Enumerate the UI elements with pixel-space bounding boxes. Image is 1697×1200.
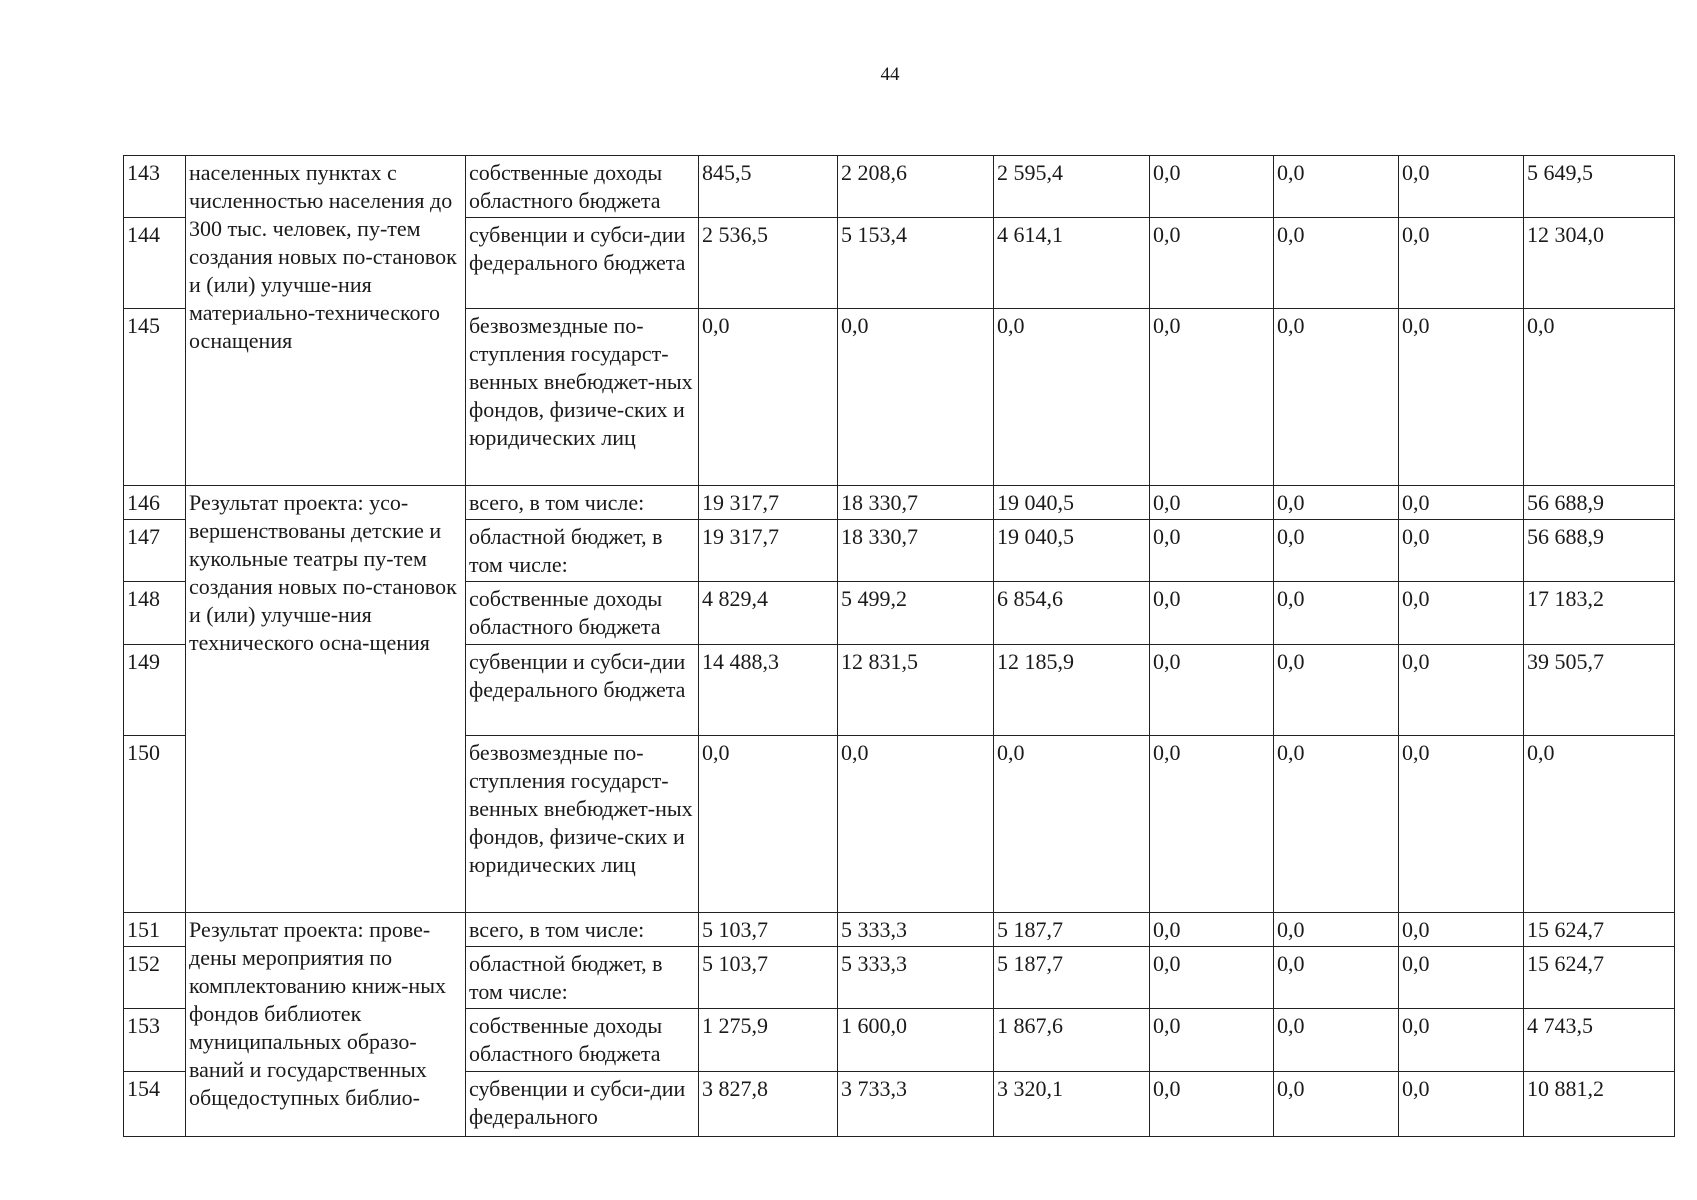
value-year-6: 0,0 <box>1399 309 1524 486</box>
value-year-4: 0,0 <box>1150 582 1274 645</box>
value-year-4: 0,0 <box>1150 1072 1274 1137</box>
value-year-4: 0,0 <box>1150 520 1274 582</box>
table-row <box>124 913 1675 947</box>
value-year-4: 0,0 <box>1150 736 1274 913</box>
value-year-5: 0,0 <box>1274 913 1399 947</box>
value-year-2: 12 831,5 <box>838 645 994 736</box>
value-year-1: 14 488,3 <box>699 645 838 736</box>
funding-source: собственные доходы областного бюджета <box>466 1009 699 1072</box>
value-year-5: 0,0 <box>1274 218 1399 309</box>
value-year-5: 0,0 <box>1274 736 1399 913</box>
value-year-1: 19 317,7 <box>699 486 838 520</box>
funding-source: субвенции и субси-дии федерального <box>466 1072 699 1137</box>
value-year-5: 0,0 <box>1274 520 1399 582</box>
value-year-2: 2 208,6 <box>838 156 994 218</box>
value-year-2: 5 499,2 <box>838 582 994 645</box>
value-year-4: 0,0 <box>1150 913 1274 947</box>
funding-source: всего, в том числе: <box>466 913 699 947</box>
value-year-3: 1 867,6 <box>994 1009 1150 1072</box>
funding-source: всего, в том числе: <box>466 486 699 520</box>
value-year-4: 0,0 <box>1150 1009 1274 1072</box>
value-year-3: 19 040,5 <box>994 486 1150 520</box>
row-number: 151 <box>124 913 186 947</box>
value-total: 56 688,9 <box>1524 520 1675 582</box>
value-year-1: 5 103,7 <box>699 913 838 947</box>
value-year-4: 0,0 <box>1150 947 1274 1009</box>
row-number: 153 <box>124 1009 186 1072</box>
row-number: 144 <box>124 218 186 309</box>
table-row <box>124 156 1675 218</box>
value-year-6: 0,0 <box>1399 1009 1524 1072</box>
value-year-1: 845,5 <box>699 156 838 218</box>
value-year-2: 1 600,0 <box>838 1009 994 1072</box>
result-description: Результат проекта: усо-вершенствованы детские и кукольные театры пу-тем создания новых по-становок и (или) улучше-ния технического осна-щения <box>186 486 466 913</box>
value-year-2: 18 330,7 <box>838 486 994 520</box>
value-total: 15 624,7 <box>1524 947 1675 1009</box>
value-year-5: 0,0 <box>1274 947 1399 1009</box>
result-description: Результат проекта: прове-дены мероприятия по комплектованию книж-ных фондов библиотек муниципальных образо-ваний и государственных общедоступных библио- <box>186 913 466 1137</box>
value-total: 0,0 <box>1524 736 1675 913</box>
value-year-1: 0,0 <box>699 736 838 913</box>
value-year-4: 0,0 <box>1150 218 1274 309</box>
value-year-5: 0,0 <box>1274 582 1399 645</box>
value-year-3: 19 040,5 <box>994 520 1150 582</box>
funding-source: областной бюджет, в том числе: <box>466 520 699 582</box>
value-year-6: 0,0 <box>1399 736 1524 913</box>
result-description: населенных пунктах с численностью населения до 300 тыс. человек, пу-тем создания новых по-становок и (или) улучше-ния материально-технического оснащения <box>186 156 466 486</box>
value-year-2: 18 330,7 <box>838 520 994 582</box>
funding-source: областной бюджет, в том числе: <box>466 947 699 1009</box>
value-year-5: 0,0 <box>1274 486 1399 520</box>
value-year-5: 0,0 <box>1274 309 1399 486</box>
value-year-6: 0,0 <box>1399 913 1524 947</box>
row-number: 147 <box>124 520 186 582</box>
value-year-6: 0,0 <box>1399 486 1524 520</box>
value-total: 17 183,2 <box>1524 582 1675 645</box>
value-year-3: 5 187,7 <box>994 947 1150 1009</box>
table-row <box>124 486 1675 520</box>
value-year-3: 2 595,4 <box>994 156 1150 218</box>
value-year-1: 0,0 <box>699 309 838 486</box>
value-year-1: 5 103,7 <box>699 947 838 1009</box>
row-number: 150 <box>124 736 186 913</box>
funding-source: субвенции и субси-дии федерального бюджета <box>466 645 699 736</box>
value-year-3: 6 854,6 <box>994 582 1150 645</box>
value-year-3: 4 614,1 <box>994 218 1150 309</box>
value-year-5: 0,0 <box>1274 156 1399 218</box>
value-year-2: 5 153,4 <box>838 218 994 309</box>
value-year-1: 2 536,5 <box>699 218 838 309</box>
value-year-3: 5 187,7 <box>994 913 1150 947</box>
value-year-2: 5 333,3 <box>838 913 994 947</box>
value-total: 12 304,0 <box>1524 218 1675 309</box>
row-number: 152 <box>124 947 186 1009</box>
value-year-1: 1 275,9 <box>699 1009 838 1072</box>
value-year-6: 0,0 <box>1399 947 1524 1009</box>
funding-source: безвозмездные по-ступления государст-венных внебюджет-ных фондов, физиче-ских и юридических лиц <box>466 309 699 486</box>
value-year-2: 0,0 <box>838 736 994 913</box>
value-year-6: 0,0 <box>1399 1072 1524 1137</box>
funding-source: собственные доходы областного бюджета <box>466 156 699 218</box>
funding-source: собственные доходы областного бюджета <box>466 582 699 645</box>
value-year-3: 12 185,9 <box>994 645 1150 736</box>
row-number: 143 <box>124 156 186 218</box>
value-year-1: 19 317,7 <box>699 520 838 582</box>
value-year-3: 0,0 <box>994 736 1150 913</box>
value-year-4: 0,0 <box>1150 156 1274 218</box>
funding-source: субвенции и субси-дии федерального бюджета <box>466 218 699 309</box>
value-year-6: 0,0 <box>1399 582 1524 645</box>
value-year-6: 0,0 <box>1399 156 1524 218</box>
value-total: 10 881,2 <box>1524 1072 1675 1137</box>
value-year-1: 4 829,4 <box>699 582 838 645</box>
value-total: 15 624,7 <box>1524 913 1675 947</box>
value-year-2: 0,0 <box>838 309 994 486</box>
value-total: 56 688,9 <box>1524 486 1675 520</box>
value-year-2: 3 733,3 <box>838 1072 994 1137</box>
row-number: 145 <box>124 309 186 486</box>
value-year-3: 0,0 <box>994 309 1150 486</box>
value-total: 5 649,5 <box>1524 156 1675 218</box>
value-year-4: 0,0 <box>1150 309 1274 486</box>
value-year-5: 0,0 <box>1274 1072 1399 1137</box>
value-year-6: 0,0 <box>1399 645 1524 736</box>
value-total: 4 743,5 <box>1524 1009 1675 1072</box>
value-year-1: 3 827,8 <box>699 1072 838 1137</box>
value-year-2: 5 333,3 <box>838 947 994 1009</box>
row-number: 146 <box>124 486 186 520</box>
value-year-6: 0,0 <box>1399 218 1524 309</box>
value-total: 0,0 <box>1524 309 1675 486</box>
value-year-4: 0,0 <box>1150 486 1274 520</box>
value-year-5: 0,0 <box>1274 1009 1399 1072</box>
value-year-5: 0,0 <box>1274 645 1399 736</box>
funding-source: безвозмездные по-ступления государст-венных внебюджет-ных фондов, физиче-ских и юридических лиц <box>466 736 699 913</box>
value-year-6: 0,0 <box>1399 520 1524 582</box>
budget-table <box>123 155 1675 1137</box>
value-year-3: 3 320,1 <box>994 1072 1150 1137</box>
page-number: 44 <box>880 64 900 85</box>
row-number: 148 <box>124 582 186 645</box>
value-total: 39 505,7 <box>1524 645 1675 736</box>
row-number: 154 <box>124 1072 186 1137</box>
value-year-4: 0,0 <box>1150 645 1274 736</box>
row-number: 149 <box>124 645 186 736</box>
